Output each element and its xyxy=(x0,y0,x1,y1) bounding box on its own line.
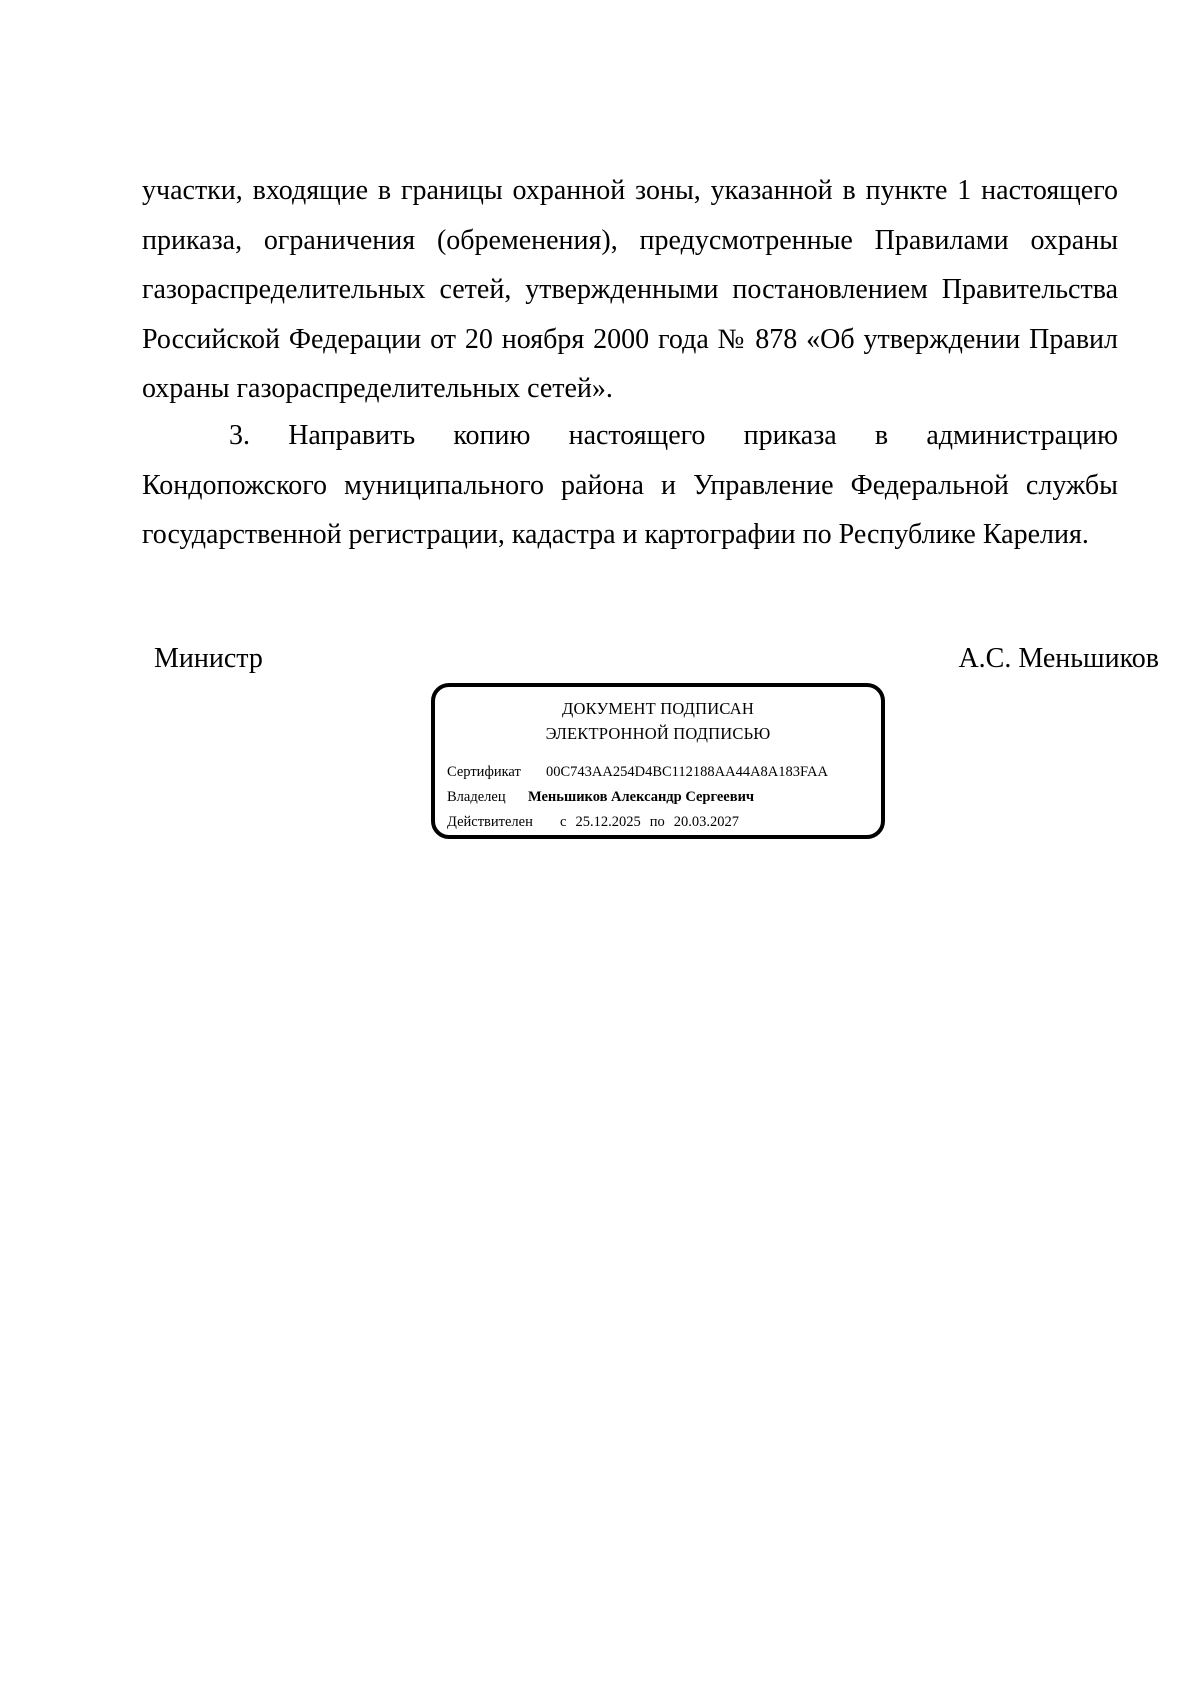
stamp-owner-row xyxy=(447,787,754,807)
paragraph-item-3: 3. Направить копию настоящего приказа в администрацию Кондопожского муниципального района и Управление Федеральной службы государственной регистрации, кадастра и картографии по Республике Карелия. xyxy=(142,420,1118,550)
certificate-value: 00C743AA254D4BC112188AA44A8A183FAA xyxy=(546,764,828,780)
valid-from-date: 25.12.2025 xyxy=(575,814,641,830)
stamp-certificate-row xyxy=(447,762,828,782)
owner-value: Меньшиков Александр Сергеевич xyxy=(528,789,755,805)
stamp-validity-row xyxy=(447,812,739,832)
signatory-name: А.С. Меньшиков xyxy=(958,643,1159,674)
owner-label: Владелец xyxy=(447,789,506,805)
valid-to-prefix: по xyxy=(649,814,665,830)
valid-label: Действителен xyxy=(447,814,533,830)
stamp-header-line-1: ДОКУМЕНТ ПОДПИСАН xyxy=(562,699,754,718)
certificate-label: Сертификат xyxy=(447,764,521,780)
valid-from-prefix: с xyxy=(560,814,567,830)
stamp-header xyxy=(435,696,881,746)
paragraph-continuation: участки, входящие в границы охранной зоны, указанной в пункте 1 настоящего приказа, ограничения (обременения), предусмотренные Правилами охраны газораспределительных сетей, утвержденными постановлением Правительства Российской Федерации от 20 ноября 2000 года № 878 «Об утверждении Правил охраны газораспределительных сетей». xyxy=(142,175,1118,404)
valid-to-date: 20.03.2027 xyxy=(673,814,739,830)
stamp-header-line-2: ЭЛЕКТРОННОЙ ПОДПИСЬЮ xyxy=(545,724,771,743)
signatory-position: Министр xyxy=(154,643,263,674)
electronic-signature-stamp xyxy=(431,683,885,839)
